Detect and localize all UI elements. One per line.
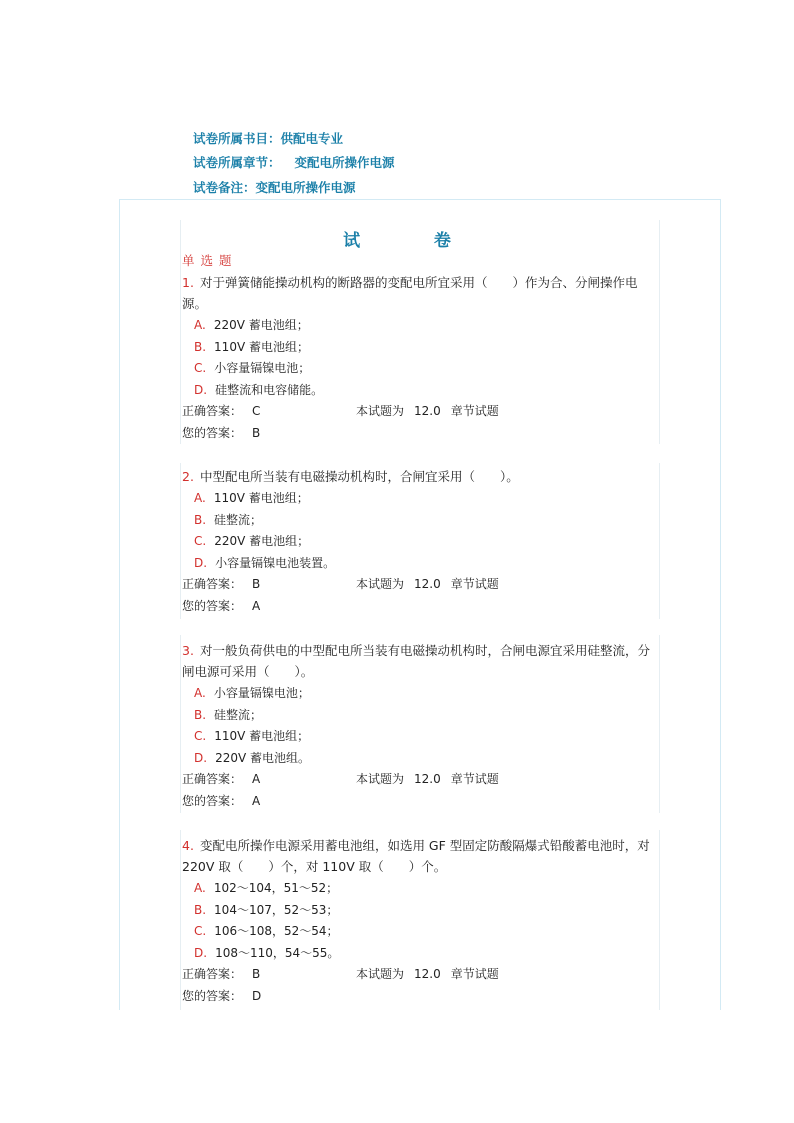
option-text: 102～104，51～52； xyxy=(213,881,339,895)
option-c xyxy=(182,726,658,748)
option-d xyxy=(182,748,658,770)
question-1 xyxy=(182,272,658,444)
option-key: D. xyxy=(194,382,208,397)
score-prefix: 本试题为 xyxy=(356,967,405,981)
option-key: B. xyxy=(194,512,207,527)
option-b xyxy=(182,900,658,922)
option-key: B. xyxy=(194,339,207,354)
score-value: 12.0 xyxy=(414,577,441,591)
option-text: 220V 蓄电池组。 xyxy=(215,750,310,765)
your-answer-row xyxy=(182,596,658,618)
option-key: D. xyxy=(194,945,208,960)
option-text: 110V 蓄电池组； xyxy=(214,729,310,743)
correct-answer-row xyxy=(182,769,658,791)
option-b xyxy=(182,510,658,532)
your-answer: B xyxy=(252,425,261,440)
score-info xyxy=(356,574,499,596)
your-label: 您的答案： xyxy=(182,988,243,1003)
paper-title-left: 试 xyxy=(343,231,361,251)
option-key: A. xyxy=(194,318,206,332)
question-number: 3. xyxy=(182,643,194,658)
option-text: 108～110，54～55。 xyxy=(215,945,340,960)
score-prefix: 本试题为 xyxy=(356,404,405,418)
option-key: C. xyxy=(194,729,207,743)
note-label: 试卷备注： xyxy=(193,180,256,195)
option-d xyxy=(182,380,658,402)
option-d xyxy=(182,943,658,965)
chapter-value: 变配电所操作电源 xyxy=(294,155,395,170)
question-stem xyxy=(182,835,658,877)
option-text: 小容量镉镍电池； xyxy=(214,361,311,375)
question-text: 变配电所操作电源采用蓄电池组，如选用 GF 型固定防酸隔爆式铅酸蓄电池时，对 220V 取（ ）个，对 110V 取（ ）个。 xyxy=(182,838,650,874)
correct-answer-row xyxy=(182,574,658,596)
correct-answer-row xyxy=(182,401,658,423)
option-key: D. xyxy=(194,750,208,765)
score-value: 12.0 xyxy=(414,772,441,786)
correct-label: 正确答案： xyxy=(182,772,243,786)
option-text: 小容量镉镍电池装置。 xyxy=(215,555,336,570)
question-number: 2. xyxy=(182,469,194,484)
question-4 xyxy=(182,835,658,1007)
option-c xyxy=(182,921,658,943)
chapter-label: 试卷所属章节： xyxy=(193,155,281,170)
option-key: C. xyxy=(194,361,207,375)
question-text: 对于弹簧储能操动机构的断路器的变配电所宜采用（ ）作为合、分闸操作电源。 xyxy=(182,275,638,311)
option-text: 104～107，52～53； xyxy=(214,902,339,917)
question-stem xyxy=(182,640,658,682)
correct-label: 正确答案： xyxy=(182,967,243,981)
correct-label: 正确答案： xyxy=(182,404,243,418)
score-value: 12.0 xyxy=(414,404,441,418)
option-text: 110V 蓄电池组； xyxy=(214,339,309,354)
correct-answer-row xyxy=(182,964,658,986)
option-text: 106～108，52～54； xyxy=(214,924,339,938)
option-b xyxy=(182,705,658,727)
score-suffix: 章节试题 xyxy=(450,404,499,418)
your-answer-row xyxy=(182,423,658,445)
score-info xyxy=(356,401,499,423)
your-answer: A xyxy=(252,598,261,613)
option-d xyxy=(182,553,658,575)
your-answer: D xyxy=(252,988,262,1003)
score-suffix: 章节试题 xyxy=(450,967,499,981)
option-a xyxy=(182,683,658,705)
correct-answer: B xyxy=(252,577,261,591)
note-line xyxy=(193,178,356,196)
question-3 xyxy=(182,640,658,812)
score-value: 12.0 xyxy=(414,967,441,981)
option-text: 小容量镉镍电池； xyxy=(213,686,310,700)
option-text: 220V 蓄电池组； xyxy=(213,318,309,332)
option-key: B. xyxy=(194,902,207,917)
section-heading: 单选题 xyxy=(182,253,238,268)
correct-answer: B xyxy=(252,967,261,981)
option-key: A. xyxy=(194,881,206,895)
correct-label: 正确答案： xyxy=(182,577,243,591)
option-text: 110V 蓄电池组； xyxy=(213,491,309,505)
question-number: 1. xyxy=(182,275,194,290)
book-line xyxy=(193,129,343,147)
option-text: 220V 蓄电池组； xyxy=(214,534,310,548)
option-key: B. xyxy=(194,707,207,722)
your-answer: A xyxy=(252,793,261,808)
score-info xyxy=(356,964,499,986)
your-label: 您的答案： xyxy=(182,793,243,808)
your-label: 您的答案： xyxy=(182,425,243,440)
question-number: 4. xyxy=(182,838,194,853)
chapter-line xyxy=(193,153,395,171)
book-value: 供配电专业 xyxy=(280,131,344,146)
option-a xyxy=(182,315,658,337)
option-b xyxy=(182,337,658,359)
score-suffix: 章节试题 xyxy=(450,772,499,786)
option-key: A. xyxy=(194,686,206,700)
option-key: D. xyxy=(194,555,208,570)
option-key: C. xyxy=(194,534,207,548)
option-key: C. xyxy=(194,924,207,938)
score-suffix: 章节试题 xyxy=(450,577,499,591)
your-answer-row xyxy=(182,791,658,813)
your-answer-row xyxy=(182,986,658,1008)
option-text: 硅整流和电容储能。 xyxy=(215,382,324,397)
option-a xyxy=(182,878,658,900)
question-2 xyxy=(182,466,658,617)
your-label: 您的答案： xyxy=(182,598,243,613)
option-text: 硅整流； xyxy=(214,707,263,722)
score-info xyxy=(356,769,499,791)
correct-answer: A xyxy=(252,772,261,786)
question-text: 对一般负荷供电的中型配电所当装有电磁操动机构时，合闸电源宜采用硅整流，分闸电源可采用（ ）。 xyxy=(182,643,650,679)
score-prefix: 本试题为 xyxy=(356,772,405,786)
option-text: 硅整流； xyxy=(214,512,263,527)
question-text: 中型配电所当装有电磁操动机构时，合闸宜采用（ ）。 xyxy=(199,469,519,484)
book-label: 试卷所属书目： xyxy=(193,131,281,146)
option-c xyxy=(182,358,658,380)
option-key: A. xyxy=(194,491,206,505)
correct-answer: C xyxy=(252,404,261,418)
option-a xyxy=(182,488,658,510)
option-c xyxy=(182,531,658,553)
paper-title-right: 卷 xyxy=(433,231,451,251)
score-prefix: 本试题为 xyxy=(356,577,405,591)
question-stem xyxy=(182,466,658,487)
paper-title xyxy=(0,226,794,251)
question-stem xyxy=(182,272,658,314)
note-value: 变配电所操作电源 xyxy=(255,180,356,195)
